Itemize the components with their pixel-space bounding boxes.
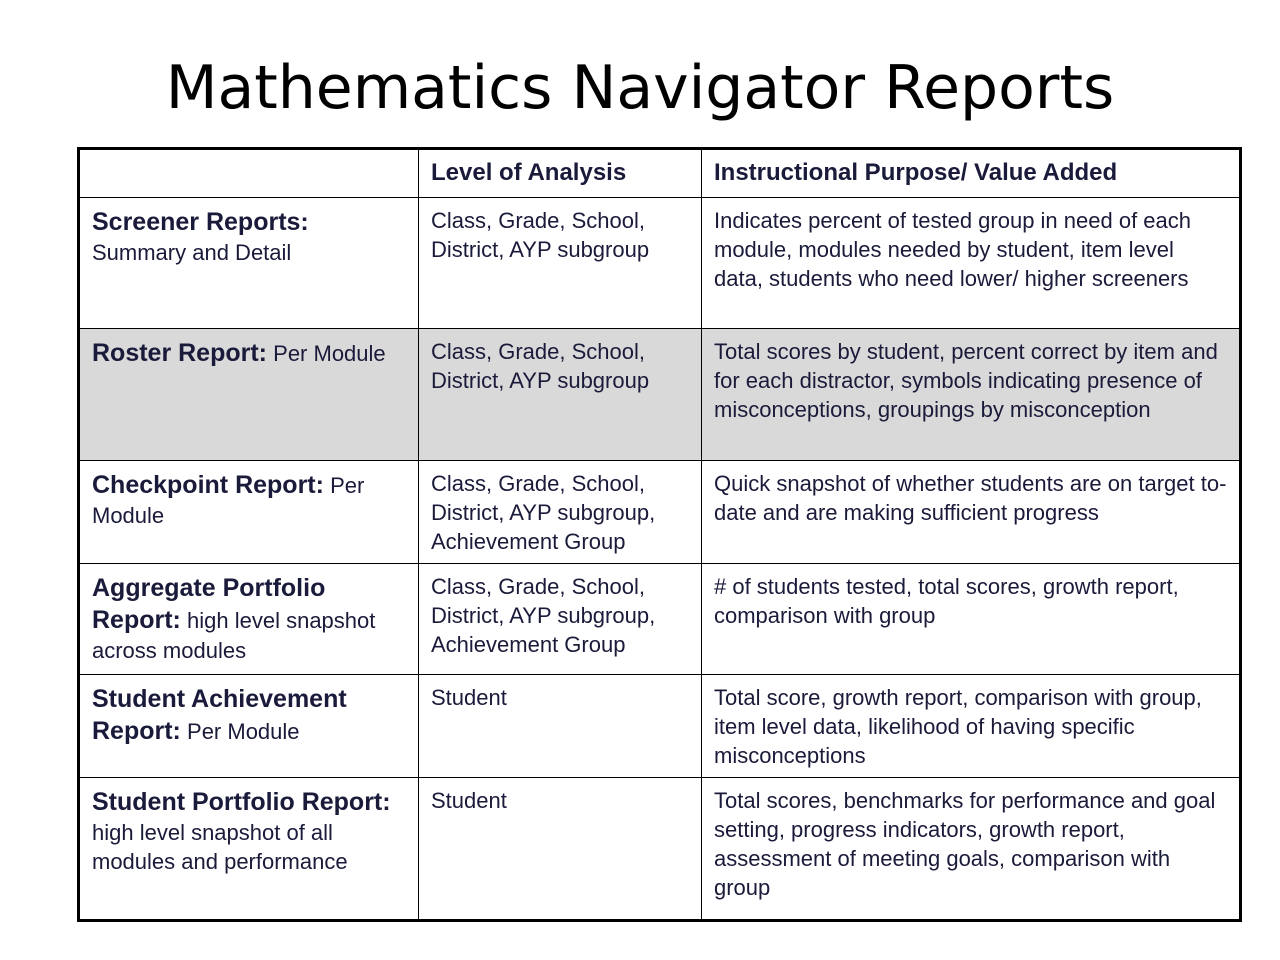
- report-name-cell: [79, 778, 419, 921]
- table-row: [79, 461, 1241, 564]
- report-name: Student Portfolio Report:: [92, 788, 391, 816]
- header-cell-empty: [79, 149, 419, 198]
- report-description: Per Module: [273, 341, 386, 366]
- level-of-analysis-cell: Student: [419, 778, 702, 921]
- level-of-analysis-cell: Class, Grade, School, District, AYP subgroup, Achievement Group: [419, 461, 702, 564]
- purpose-cell: Quick snapshot of whether students are on target to-date and are making sufficient progress: [702, 461, 1241, 564]
- table-row: [79, 329, 1241, 461]
- report-name: Screener Reports:: [92, 208, 309, 236]
- report-name: Student Achievement Report:: [92, 685, 347, 745]
- level-of-analysis-cell: Class, Grade, School, District, AYP subgroup: [419, 198, 702, 329]
- table-row: [79, 198, 1241, 329]
- level-of-analysis-cell: Class, Grade, School, District, AYP subgroup, Achievement Group: [419, 564, 702, 675]
- report-name-cell: [79, 564, 419, 675]
- table-row: [79, 778, 1241, 921]
- purpose-cell: Total scores by student, percent correct by item and for each distractor, symbols indicating presence of misconceptions, groupings by misconception: [702, 329, 1241, 461]
- purpose-cell: Indicates percent of tested group in need of each module, modules needed by student, item level data, students who need lower/ higher screeners: [702, 198, 1241, 329]
- table-row: [79, 564, 1241, 675]
- level-of-analysis-cell: Class, Grade, School, District, AYP subgroup: [419, 329, 702, 461]
- purpose-cell: # of students tested, total scores, growth report, comparison with group: [702, 564, 1241, 675]
- table-row: [79, 675, 1241, 778]
- reports-table: [77, 147, 1242, 922]
- report-description: Per Module: [187, 719, 300, 744]
- report-name: Aggregate Portfolio Report:: [92, 574, 326, 634]
- report-name-cell: [79, 675, 419, 778]
- report-description: Per Module: [92, 473, 365, 528]
- header-level-of-analysis: Level of Analysis: [419, 149, 702, 198]
- report-name-cell: [79, 329, 419, 461]
- report-name-cell: [79, 198, 419, 329]
- purpose-cell: Total score, growth report, comparison with group, item level data, likelihood of having specific misconceptions: [702, 675, 1241, 778]
- report-description: high level snapshot across modules: [92, 608, 376, 663]
- report-name: Roster Report:: [92, 339, 268, 367]
- report-name-cell: [79, 461, 419, 564]
- report-name: Checkpoint Report:: [92, 471, 324, 499]
- page-title: Mathematics Navigator Reports: [165, 53, 1115, 123]
- header-instructional-purpose: Instructional Purpose/ Value Added: [702, 149, 1241, 198]
- report-description: high level snapshot of all modules and performance: [92, 820, 348, 874]
- report-description: Summary and Detail: [92, 240, 292, 265]
- level-of-analysis-cell: Student: [419, 675, 702, 778]
- table-header-row: [79, 149, 1241, 198]
- purpose-cell: Total scores, benchmarks for performance and goal setting, progress indicators, growth report, assessment of meeting goals, comparison with group: [702, 778, 1241, 921]
